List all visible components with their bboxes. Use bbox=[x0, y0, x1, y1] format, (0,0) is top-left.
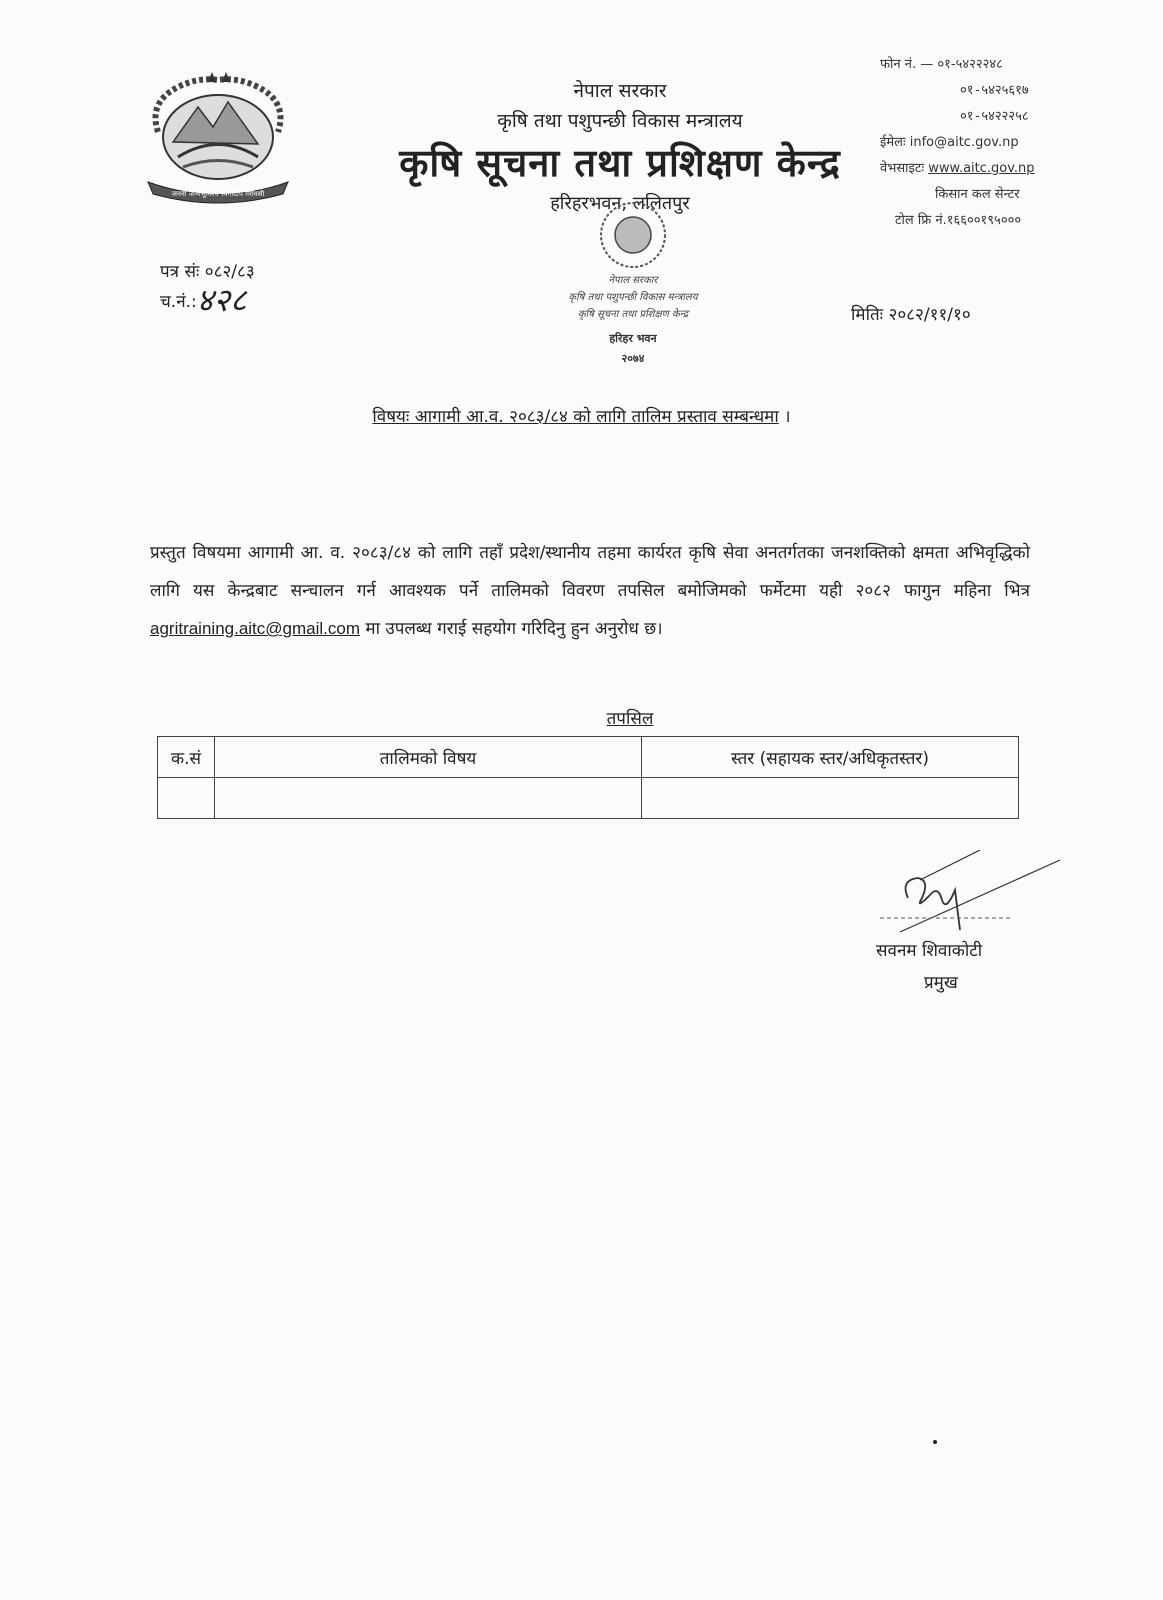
phone-label: फोन नं. — bbox=[880, 57, 934, 72]
phone-2: ०१-५४२५६१७ bbox=[960, 83, 1029, 98]
body-email-link[interactable]: agritraining.aitc@gmail.com bbox=[150, 619, 361, 638]
stamp-line-3: कृषि सूचना तथा प्रशिक्षण केन्द्र bbox=[577, 309, 689, 320]
contact-block bbox=[880, 52, 1140, 234]
date-line bbox=[851, 302, 971, 325]
date-value: २०८२/११/१० bbox=[888, 305, 971, 325]
signatory-name: सवनम शिवाकोटी bbox=[876, 941, 983, 961]
nepal-emblem bbox=[138, 72, 298, 212]
stamp-line-4: हरिहर भवन bbox=[609, 332, 657, 345]
center-address: हरिहरभवन, ललितपुर bbox=[550, 193, 690, 214]
website-label: वेभसाइटः bbox=[880, 161, 925, 176]
dispatch-label: च.नं.: bbox=[160, 292, 197, 312]
contact-email[interactable]: info@aitc.gov.np bbox=[909, 135, 1019, 150]
reference-block bbox=[160, 258, 255, 319]
signature-mark bbox=[860, 850, 1080, 944]
body-part-1: प्रस्तुत विषयमा आगामी आ. व. २०८३/८४ को लागि तहाँ प्रदेश/स्थानीय तहमा कार्यरत कृषि सेवा अनतर्गतका जनशक्तिको क्षमता अभिवृद्धिको लागि यस केन्द्रबाट सन्चालन गर्न आवश्यक पर्ने तालिमको विवरण तपसिल बमोजिमको फर्मेटमा यही २०८२ फागुन महिना भित्र bbox=[150, 543, 1030, 601]
subject-line bbox=[0, 404, 1163, 427]
column-header-training-subject: तालिमको विषय bbox=[215, 737, 642, 778]
column-header-level: स्तर (सहायक स्तर/अधिकृतस्तर) bbox=[642, 737, 1019, 778]
scan-speck bbox=[933, 1440, 937, 1444]
center-name: कृषि सूचना तथा प्रशिक्षण केन्द्र bbox=[399, 141, 841, 185]
date-label: मितिः bbox=[851, 305, 884, 325]
phone-1: ०१-५४२२२४८ bbox=[937, 57, 1003, 72]
annex-table bbox=[157, 736, 1019, 819]
ministry-name: कृषि तथा पशुपन्छी विकास मन्त्रालय bbox=[497, 110, 743, 132]
ref-value: ०८२/८३ bbox=[204, 262, 255, 282]
stamp-line-5: २०७४ bbox=[621, 352, 645, 365]
emblem-motto: जननी जन्मभूमिश्च स्वर्गादपि गरीयसी bbox=[171, 190, 265, 198]
phone-3: ०१-५४२२२५८ bbox=[960, 109, 1029, 124]
annex-title: तपसिल bbox=[606, 709, 654, 729]
website-link[interactable]: www.aitc.gov.np bbox=[928, 161, 1035, 176]
table-cell bbox=[215, 778, 642, 819]
ref-label: पत्र संः bbox=[160, 262, 200, 282]
signatory-title: प्रमुख bbox=[924, 973, 958, 993]
subject-end: । bbox=[784, 407, 791, 427]
subject-text: विषयः आगामी आ.व. २०८३/८४ को लागि तालिम प्रस्ताव सम्बन्धमा bbox=[372, 407, 779, 427]
table-cell bbox=[642, 778, 1019, 819]
stamp-line-1: नेपाल सरकार bbox=[608, 275, 658, 286]
stamp-line-2: कृषि तथा पशुपन्छी विकास मन्त्रालय bbox=[568, 292, 698, 303]
letter-body bbox=[150, 534, 1030, 648]
dispatch-value: ४२८ bbox=[196, 281, 247, 319]
column-header-serial: क.सं bbox=[158, 737, 215, 778]
toll-free: टोल फ्रि नं.१६६००१९५००० bbox=[895, 213, 1022, 228]
call-center: किसान कल सेन्टर bbox=[935, 187, 1020, 202]
government-name: नेपाल सरकार bbox=[573, 80, 667, 102]
table-header-row bbox=[158, 737, 1019, 778]
email-label: ईमेलः bbox=[880, 135, 906, 150]
table-cell bbox=[158, 778, 215, 819]
body-part-2: मा उपलब्ध गराई सहयोग गरिदिनु हुन अनुरोध छ। bbox=[365, 619, 663, 639]
official-stamp bbox=[528, 180, 738, 380]
table-row bbox=[158, 778, 1019, 819]
